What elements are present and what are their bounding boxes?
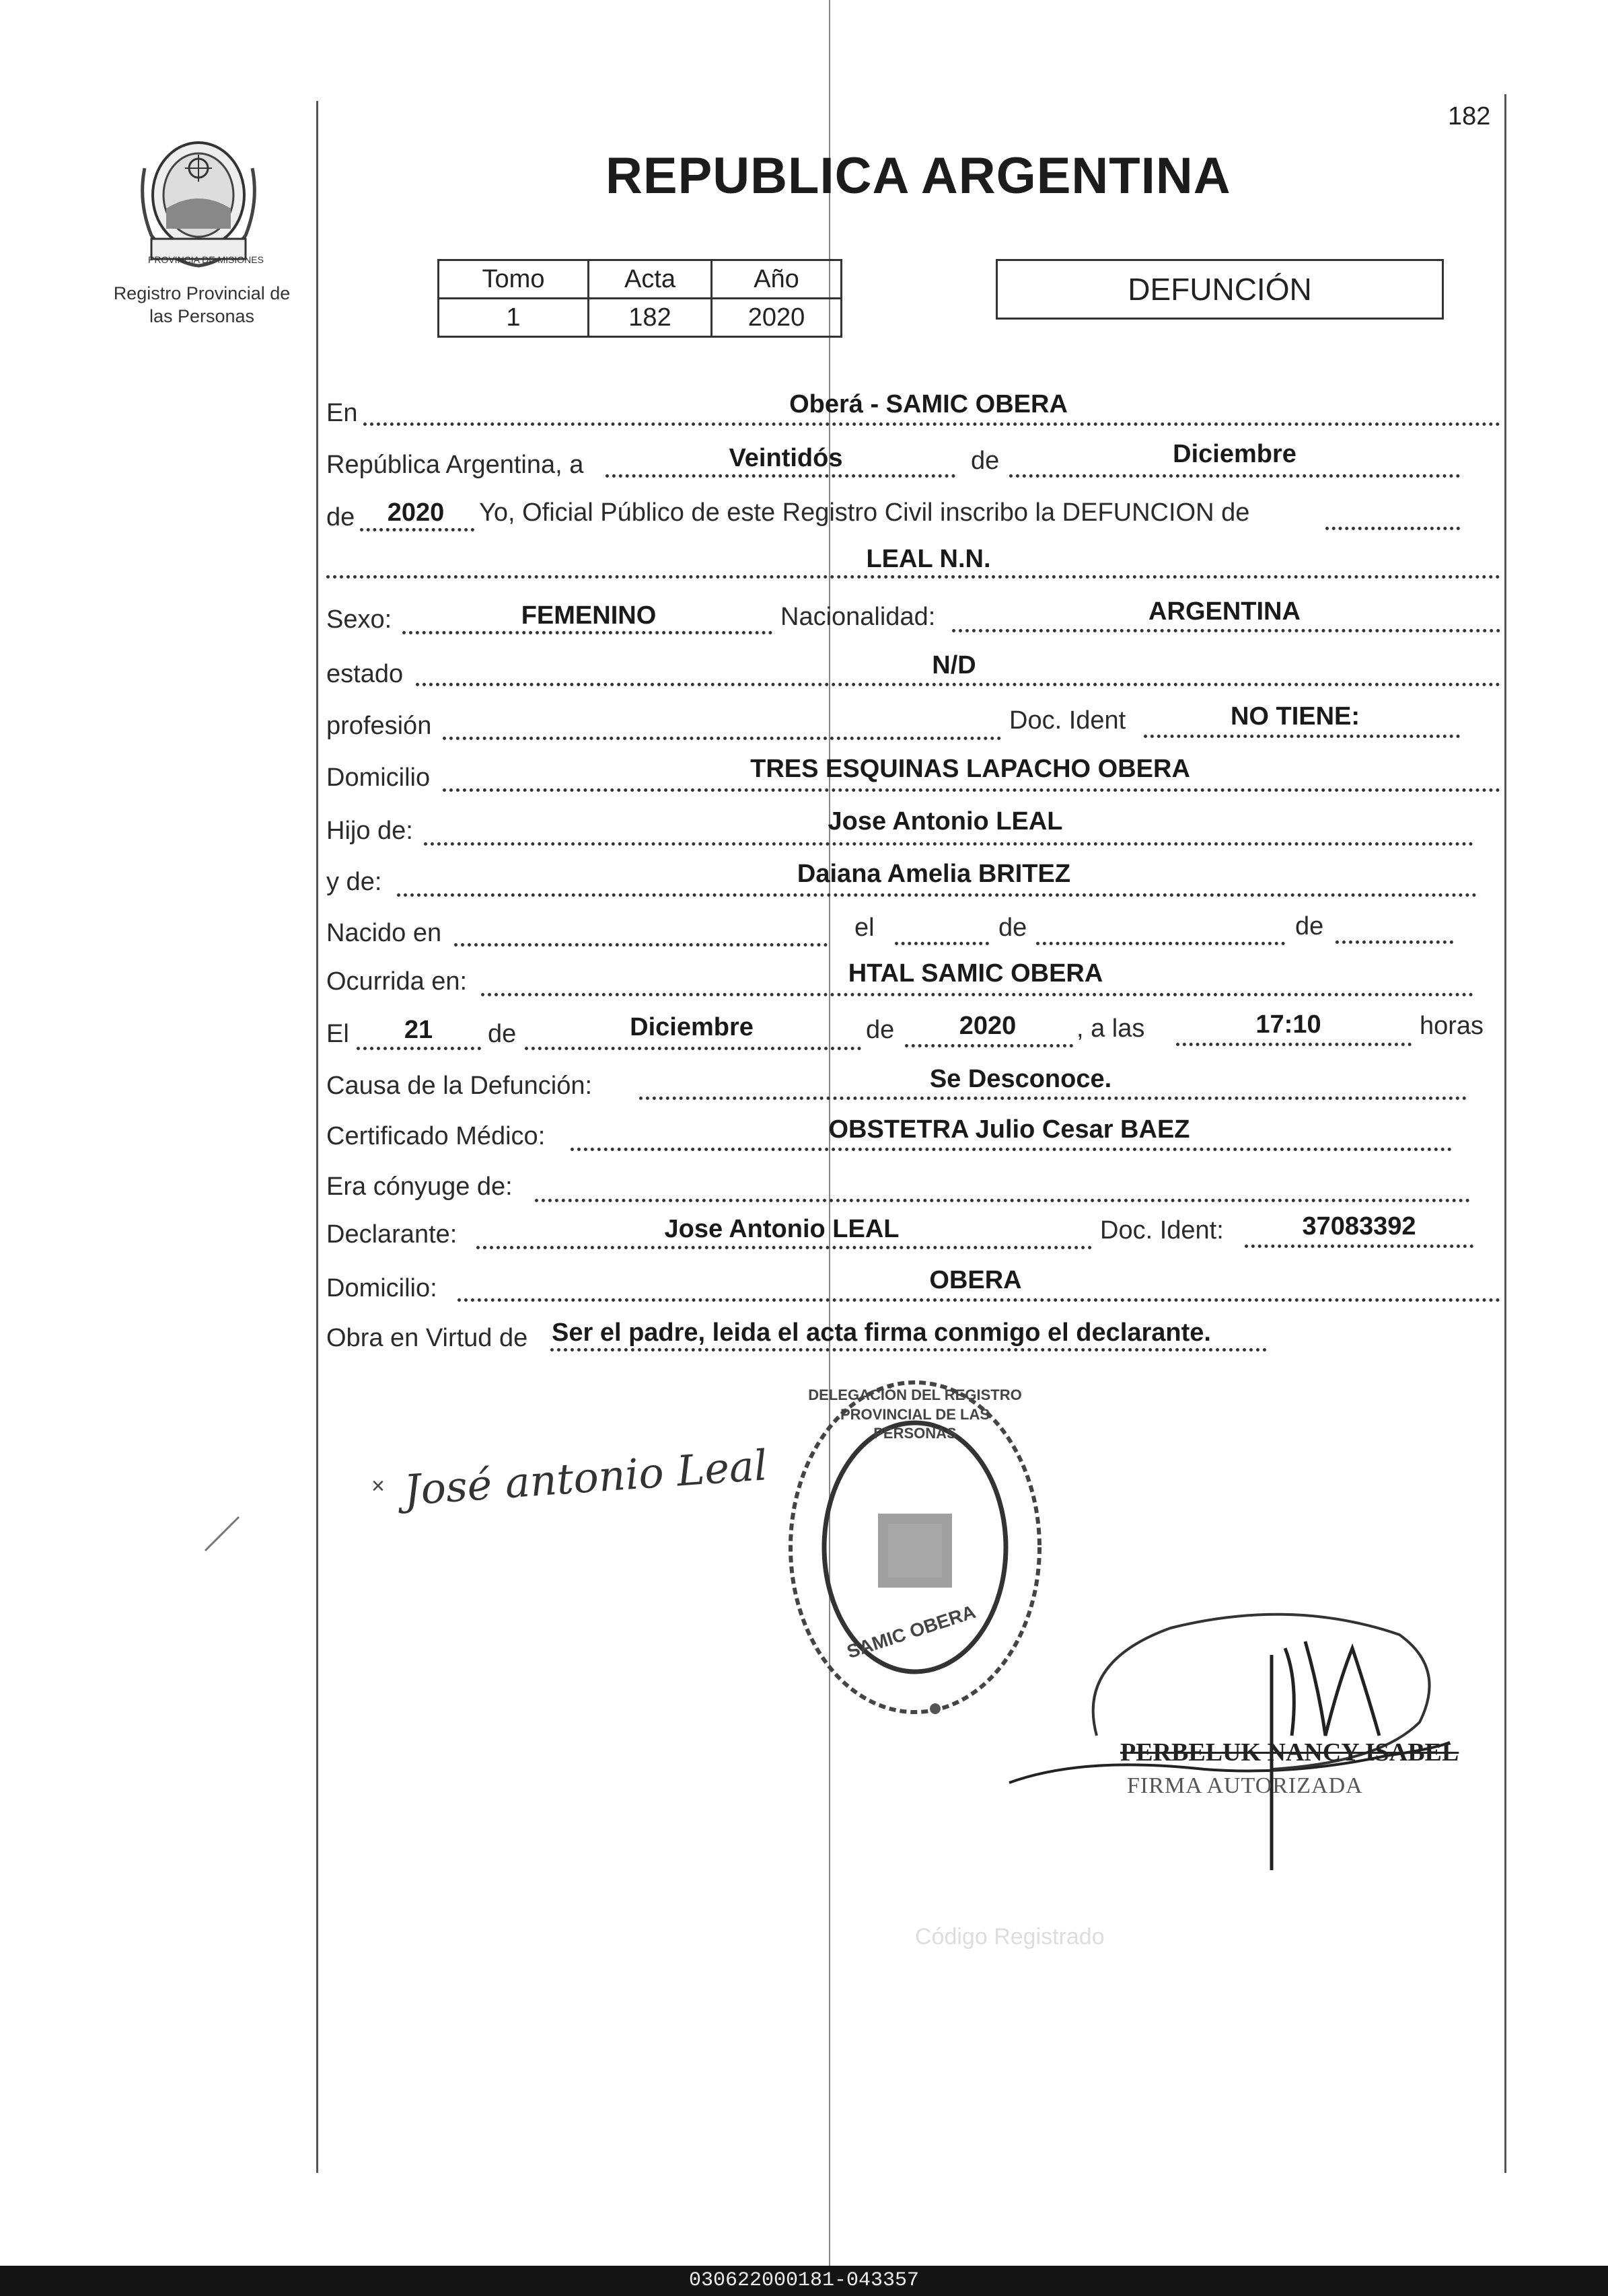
declarante-label: Declarante: — [326, 1220, 458, 1249]
act-type-label: DEFUNCIÓN — [1128, 272, 1312, 307]
doc-ident-dots — [1245, 1245, 1473, 1248]
sexo-label: Sexo: — [326, 605, 392, 634]
table-header-cell: Tomo — [439, 260, 589, 299]
anio-value: 2020 — [387, 498, 445, 527]
hijo-dots — [424, 842, 1473, 846]
mes-dots — [1009, 474, 1460, 478]
ocurrida-value: HTAL SAMIC OBERA — [848, 959, 1103, 988]
nacido-label: Nacido en — [326, 919, 442, 947]
stray-pen-mark — [202, 1514, 242, 1557]
hora-dots — [1176, 1043, 1412, 1046]
de-anio-label: de — [326, 503, 355, 531]
nacido-de-label: de — [998, 914, 1027, 942]
domicilio-value: TRES ESQUINAS LAPACHO OBERA — [750, 755, 1190, 783]
barcode-text: 030622000181-043357 — [688, 2269, 920, 2292]
hijo-value: Jose Antonio LEAL — [828, 807, 1063, 836]
hijo-label: Hijo de: — [326, 817, 413, 845]
hora-value: 17:10 — [1255, 1010, 1321, 1039]
estado-dots — [416, 683, 1500, 686]
en-value: Oberá - SAMIC OBERA — [789, 390, 1068, 418]
left-margin-line — [316, 101, 318, 2173]
fecha-de2-label: de — [866, 1016, 895, 1044]
table-cell: 182 — [589, 299, 712, 337]
nacionalidad-label: Nacionalidad: — [780, 603, 936, 631]
estado-value: N/D — [932, 651, 976, 679]
official-name: PERBELUK NANCY ISABEL — [1120, 1738, 1459, 1767]
ocurrida-dots — [481, 993, 1473, 996]
horas-label: horas — [1420, 1012, 1484, 1040]
act-type-box — [996, 259, 1444, 320]
provincia-seal-logo — [124, 121, 272, 276]
domicilio2-label: Domicilio: — [326, 1274, 437, 1302]
registro-provincial-caption — [101, 283, 303, 328]
doc-value: NO TIENE: — [1230, 702, 1360, 731]
fecha-dia-dots — [357, 1047, 481, 1050]
seal-caption: PROVINCIA DE MISIONES — [148, 254, 264, 265]
firma-autorizada-label: FIRMA AUTORIZADA — [1127, 1773, 1363, 1798]
nacionalidad-value: ARGENTINA — [1148, 597, 1301, 626]
declarante-dots — [476, 1246, 1092, 1249]
yde-dots — [397, 893, 1477, 897]
en-label: En — [326, 399, 358, 427]
domicilio-label: Domicilio — [326, 764, 431, 792]
declarante-value: Jose Antonio LEAL — [664, 1215, 900, 1243]
nacido-dots — [454, 943, 828, 947]
table-header-cell: Acta — [589, 260, 712, 299]
fecha-mes-value: Diciembre — [630, 1013, 754, 1041]
nacionalidad-dots — [952, 629, 1500, 632]
nacido-de2-label: de — [1295, 912, 1324, 940]
page-number: 182 — [1448, 102, 1491, 131]
dia-dots — [606, 474, 955, 478]
anio-dots — [360, 528, 474, 531]
fecha-mes-dots — [525, 1047, 861, 1050]
doc-ident-value: 37083392 — [1302, 1212, 1416, 1240]
table-cell: 2020 — [712, 299, 842, 337]
fecha-anio-dots — [905, 1044, 1073, 1047]
registro-line-1: Registro Provincial de — [113, 283, 291, 303]
table-cell: 1 — [439, 299, 589, 337]
dia-value: Veintidós — [729, 444, 843, 472]
registro-line-2: las Personas — [149, 305, 255, 326]
document-barcode-footer — [0, 2266, 1608, 2296]
alas-label: , a las — [1076, 1014, 1145, 1043]
profesion-label: profesión — [326, 712, 432, 740]
en-dots — [363, 422, 1500, 426]
nacido-anio-dots — [1336, 940, 1453, 944]
inscribo-text: Yo, Oficial Público de este Registro Civil inscribo la DEFUNCION de — [479, 498, 1250, 527]
page-title: REPUBLICA ARGENTINA — [606, 147, 1231, 205]
table-header-row — [439, 260, 842, 299]
nacido-mes-dots — [1036, 942, 1285, 945]
obra-value: Ser el padre, leida el acta firma conmigo el declarante. — [552, 1319, 1211, 1347]
causa-value: Se Desconoce. — [929, 1065, 1112, 1093]
stamp-inner-text: SAMIC OBERA — [844, 1601, 978, 1663]
mes-value: Diciembre — [1173, 440, 1296, 468]
doc-ident-label: Doc. Ident: — [1100, 1216, 1224, 1245]
signature-mark: × — [371, 1473, 385, 1499]
sexo-value: FEMENINO — [521, 601, 657, 630]
certificado-value: OBSTETRA Julio Cesar BAEZ — [828, 1115, 1190, 1144]
profesion-dots — [443, 737, 1001, 740]
yde-value: Daiana Amelia BRITEZ — [797, 860, 1071, 888]
fecha-dia-value: 21 — [404, 1016, 433, 1044]
nombre-value: LEAL N.N. — [866, 545, 991, 573]
de-label: de — [971, 447, 1000, 475]
sexo-dots — [402, 631, 772, 634]
stamp-outer-text: DELEGACIÓN DEL REGISTRO PROVINCIAL DE LAS PERSONAS — [808, 1386, 1022, 1442]
causa-dots — [639, 1097, 1467, 1100]
certificado-dots — [571, 1148, 1452, 1151]
ocurrida-label: Ocurrida en: — [326, 967, 468, 996]
fecha-anio-value: 2020 — [959, 1012, 1017, 1040]
nacido-el-label: el — [854, 914, 875, 942]
fecha-de-label: de — [488, 1020, 517, 1048]
domicilio2-value: OBERA — [929, 1266, 1022, 1294]
inscribo-dots — [1325, 527, 1460, 530]
estado-label: estado — [326, 660, 404, 688]
nombre-dots — [326, 575, 1500, 579]
causa-label: Causa de la Defunción: — [326, 1072, 593, 1100]
act-reference-table — [437, 259, 842, 338]
conyuge-dots — [535, 1199, 1470, 1202]
declarant-signature: José antonio Leal — [402, 1440, 769, 1515]
table-header-cell: Año — [712, 260, 842, 299]
right-margin-line — [1504, 94, 1506, 2173]
yde-label: y de: — [326, 868, 382, 896]
nacido-dia-dots — [895, 942, 989, 945]
domicilio2-dots — [458, 1298, 1500, 1302]
el-label: El — [326, 1020, 349, 1048]
doc-dots — [1144, 735, 1460, 738]
obra-dots — [550, 1348, 1267, 1351]
table-row — [439, 299, 842, 337]
republica-label: República Argentina, a — [326, 451, 584, 479]
faint-text: Código Registrado — [915, 1924, 1105, 1950]
conyuge-label: Era cónyuge de: — [326, 1173, 513, 1201]
domicilio-dots — [443, 788, 1500, 792]
doc-label: Doc. Ident — [1009, 706, 1126, 735]
obra-label: Obra en Virtud de — [326, 1324, 528, 1352]
certificado-label: Certificado Médico: — [326, 1122, 546, 1150]
